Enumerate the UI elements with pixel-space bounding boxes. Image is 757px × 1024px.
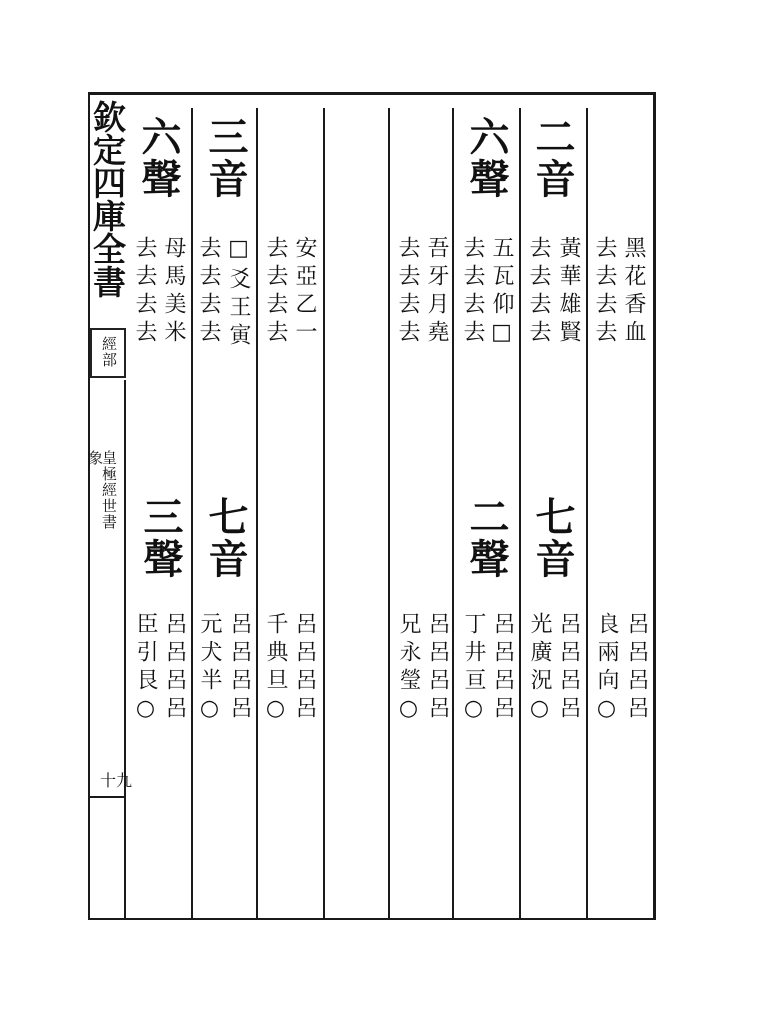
column-3-lower-text: 丁井亘○ <box>461 612 486 727</box>
column-4-upper-text: 吾牙月堯 <box>424 236 449 348</box>
column-2-upper-tones: 去去去去 <box>526 236 551 348</box>
column-3-upper-tones: 去去去去 <box>460 236 485 348</box>
column-8-lower-heading: 三聲 <box>137 496 184 580</box>
column-1-lower-text: 良兩向○ <box>594 612 619 727</box>
column-7-lower-heading: 七音 <box>202 496 249 580</box>
column-2-upper-text: 黃華雄賢 <box>556 236 581 348</box>
column-2-lower-text: 光廣況○ <box>527 612 552 727</box>
column-1-upper-text: 黑花香血 <box>621 236 646 348</box>
column-rule <box>519 108 521 918</box>
column-1-lower-tones: 呂呂呂呂 <box>624 612 649 724</box>
frame-top-border <box>88 92 656 95</box>
column-8-upper-heading: 六聲 <box>135 116 182 200</box>
column-6-upper-text: 安亞乙一 <box>292 236 317 348</box>
column-rule <box>388 108 390 918</box>
page-number-rule <box>90 796 124 798</box>
column-4-upper-tones: 去去去去 <box>395 236 420 348</box>
section-mark-box <box>90 328 126 378</box>
column-8-upper-text: 母馬美米 <box>161 236 186 348</box>
column-3-upper-text: 五瓦仰□ <box>489 236 514 351</box>
column-8-lower-text: 臣引艮○ <box>133 612 158 727</box>
side-note: 象 <box>86 450 104 466</box>
column-6-upper-tones: 去去去去 <box>263 236 288 348</box>
frame-right-border <box>653 92 656 918</box>
column-6-lower-text: 千典旦○ <box>263 612 288 727</box>
column-8-lower-tones: 呂呂呂呂 <box>162 612 187 724</box>
sub-book-title: 皇極經世書 <box>100 450 118 530</box>
column-rule <box>452 108 454 918</box>
column-rule <box>191 108 193 918</box>
column-3-lower-heading: 二聲 <box>463 496 510 580</box>
column-rule <box>323 108 325 918</box>
column-3-upper-heading: 六聲 <box>463 116 510 200</box>
column-6-lower-tones: 呂呂呂呂 <box>292 612 317 724</box>
column-7-upper-heading: 三音 <box>202 116 249 200</box>
column-rule <box>586 108 588 918</box>
column-7-upper-tones: 去去去去 <box>196 236 221 348</box>
page-number: 十九 <box>100 771 133 790</box>
column-2-lower-heading: 七音 <box>529 496 576 580</box>
column-2-lower-tones: 呂呂呂呂 <box>556 612 581 724</box>
frame-bottom-border <box>88 918 656 920</box>
book-title: 欽定四庫全書 <box>88 100 127 298</box>
column-7-lower-text: 元犬半○ <box>197 612 222 727</box>
column-1-upper-tones: 去去去去 <box>592 236 617 348</box>
column-7-lower-tones: 呂呂呂呂 <box>227 612 252 724</box>
section-mark: 經部 <box>100 336 118 368</box>
margin-divider <box>124 380 126 920</box>
column-3-lower-tones: 呂呂呂呂 <box>490 612 515 724</box>
column-4-lower-tones: 呂呂呂呂 <box>425 612 450 724</box>
column-rule <box>256 108 258 918</box>
column-7-upper-text: □爻王寅 <box>226 236 251 351</box>
column-2-upper-heading: 二音 <box>529 116 576 200</box>
column-4-lower-text: 兄永瑩○ <box>396 612 421 727</box>
column-8-upper-tones: 去去去去 <box>132 236 157 348</box>
